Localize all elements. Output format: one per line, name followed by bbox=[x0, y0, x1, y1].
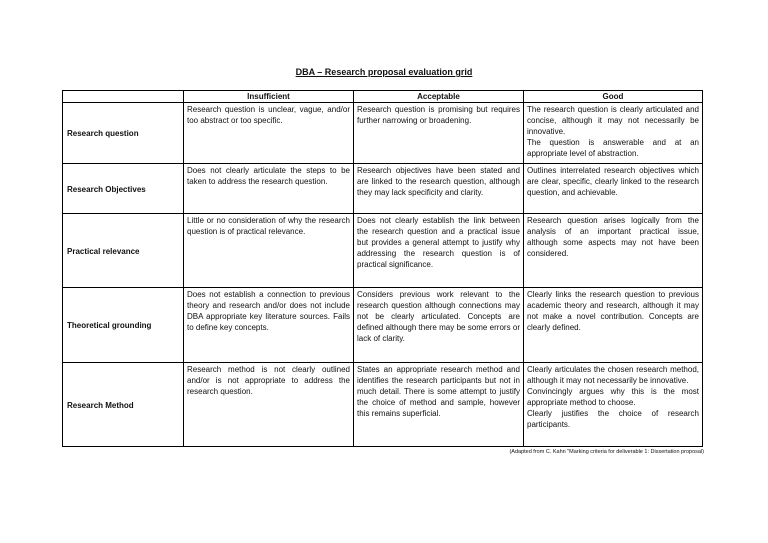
table-row bbox=[63, 214, 703, 288]
header-insufficient: Insufficient bbox=[184, 91, 354, 103]
good-cell bbox=[524, 103, 703, 164]
page-title: DBA – Research proposal evaluation grid bbox=[295, 67, 473, 77]
insufficient-cell: Research question is unclear, vague, and/or too abstract or too specific. bbox=[184, 103, 354, 164]
acceptable-cell: Research objectives have been stated and are linked to the research question, although they may lack specificity and clarity. bbox=[354, 164, 524, 214]
header-good: Good bbox=[524, 91, 703, 103]
good-text: The research question is clearly articulated and concise, although it may not necessarily be innovative. bbox=[527, 105, 699, 136]
header-acceptable: Acceptable bbox=[354, 91, 524, 103]
insufficient-cell: Does not establish a connection to previous theory and research and/or does not include DBA appropriate key literature sources. Fails to define key concepts. bbox=[184, 288, 354, 363]
good-text: The question is answerable and at an appropriate level of abstraction. bbox=[527, 138, 699, 158]
table-row bbox=[63, 288, 703, 363]
good-cell bbox=[524, 288, 703, 363]
acceptable-cell: States an appropriate research method and identifies the research participants but not in much detail. There is some attempt to justify the choice of method and sample, however this remains superficial. bbox=[354, 363, 524, 447]
insufficient-cell: Research method is not clearly outlined and/or is not appropriate to address the research question. bbox=[184, 363, 354, 447]
criterion-cell: Research question bbox=[63, 103, 184, 164]
table-row bbox=[63, 164, 703, 214]
good-text: Clearly justifies the choice of research participants. bbox=[527, 409, 699, 429]
table-row bbox=[63, 363, 703, 447]
criterion-cell: Research Objectives bbox=[63, 164, 184, 214]
good-text: Clearly links the research question to previous academic theory and research, although it may not make a novel contribution. Concepts are clearly defined. bbox=[527, 290, 699, 332]
good-text: Research question arises logically from the analysis of an important practical issue, although some aspects may not have been considered. bbox=[527, 216, 699, 258]
criterion-cell: Research Method bbox=[63, 363, 184, 447]
insufficient-cell: Does not clearly articulate the steps to be taken to address the research question. bbox=[184, 164, 354, 214]
acceptable-cell: Considers previous work relevant to the research question although connections may not be clearly articulated. Concepts are defined although there may be some errors or lack of clarity. bbox=[354, 288, 524, 363]
good-text: Outlines interrelated research objectives which are clear, specific, clearly linked to the research question, and achievable. bbox=[527, 166, 699, 197]
criterion-cell: Practical relevance bbox=[63, 214, 184, 288]
good-text: Clearly articulates the chosen research method, although it may not necessarily be innovative. bbox=[527, 365, 699, 385]
good-cell bbox=[524, 363, 703, 447]
insufficient-cell: Little or no consideration of why the research question is of practical relevance. bbox=[184, 214, 354, 288]
header-blank bbox=[63, 91, 184, 103]
evaluation-grid bbox=[62, 90, 703, 447]
acceptable-cell: Research question is promising but requires further narrowing or broadening. bbox=[354, 103, 524, 164]
criterion-cell: Theoretical grounding bbox=[63, 288, 184, 363]
header-row bbox=[63, 91, 703, 103]
acceptable-cell: Does not clearly establish the link between the research question and a practical issue but provides a general attempt to justify why addressing the research question is of practical significance. bbox=[354, 214, 524, 288]
good-text: Convincingly argues why this is the most appropriate method to choose. bbox=[527, 387, 699, 407]
table-row bbox=[63, 103, 703, 164]
good-cell bbox=[524, 214, 703, 288]
attribution-note: (Adapted from C. Kahn "Marking criteria for deliverable 1: Dissertation proposal) bbox=[509, 449, 704, 455]
good-cell bbox=[524, 164, 703, 214]
